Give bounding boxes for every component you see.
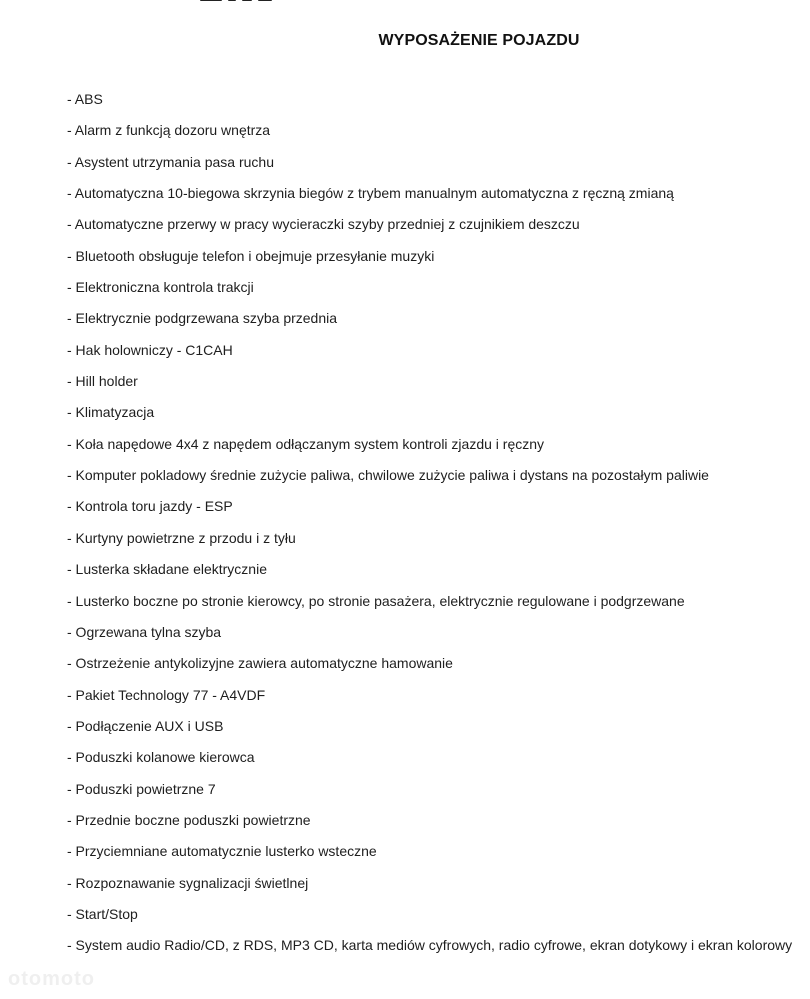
- list-item: - Kontrola toru jazdy - ESP: [67, 498, 233, 515]
- list-item: - Lusterka składane elektrycznie: [67, 561, 267, 578]
- list-item: - Komputer pokladowy średnie zużycie paliwa, chwilowe zużycie paliwa i dystans na pozostałym paliwie: [67, 467, 709, 484]
- list-item: - Poduszki powietrzne 7: [67, 780, 216, 797]
- list-item: - Ogrzewana tylna szyba: [67, 623, 222, 640]
- list-item: - Bluetooth obsługuje telefon i obejmuje przesyłanie muzyki: [67, 247, 435, 264]
- list-item: - System audio Radio/CD, z RDS, MP3 CD, karta mediów cyfrowych, radio cyfrowe, ekran dotykowy i ekran kolorowy: [67, 937, 793, 954]
- list-item: - Ostrzeżenie antykolizyjne zawiera automatyczne hamowanie: [67, 655, 453, 672]
- list-item: - Elektroniczna kontrola trakcji: [67, 279, 254, 296]
- list-item: - Podłączenie AUX i USB: [67, 717, 224, 734]
- list-item: - Poduszki kolanowe kierowca: [67, 749, 255, 766]
- list-item: - Rozpoznawanie sygnalizacji świetlnej: [67, 874, 309, 891]
- list-item: - Automatyczna 10-biegowa skrzynia biegów z trybem manualnym automatyczna z ręczną zmianą: [67, 185, 674, 202]
- equipment-list: [67, 84, 792, 962]
- list-item: - ABS: [67, 91, 103, 107]
- list-item: - Koła napędowe 4x4 z napędem odłączanym system kontroli zjazdu i ręczny: [67, 435, 545, 452]
- list-item: - Hak holowniczy - C1CAH: [67, 341, 233, 358]
- list-item: - Przyciemniane automatycznie lusterko wsteczne: [67, 843, 377, 860]
- list-item: - Klimatyzacja: [67, 404, 155, 421]
- list-item: - Przednie boczne poduszki powietrzne: [67, 811, 311, 828]
- list-item: - Lusterko boczne po stronie kierowcy, po stronie pasażera, elektrycznie regulowane i podgrzewane: [67, 592, 685, 609]
- list-item: - Elektrycznie podgrzewana szyba przednia: [67, 310, 338, 327]
- cropped-text-fragment: [200, 0, 330, 2]
- watermark-logo: otomoto: [8, 968, 95, 990]
- list-item: - Alarm z funkcją dozoru wnętrza: [67, 122, 271, 139]
- list-item: - Hill holder: [67, 373, 138, 390]
- list-item: - Kurtyny powietrzne z przodu i z tyłu: [67, 529, 296, 546]
- list-item: - Automatyczne przerwy w pracy wycieraczki szyby przedniej z czujnikiem deszczu: [67, 216, 580, 233]
- page-title: WYPOSAŻENIE POJAZDU: [378, 32, 580, 49]
- list-item: - Pakiet Technology 77 - A4VDF: [67, 686, 266, 703]
- list-item: - Asystent utrzymania pasa ruchu: [67, 153, 274, 170]
- list-item: - Start/Stop: [67, 905, 138, 922]
